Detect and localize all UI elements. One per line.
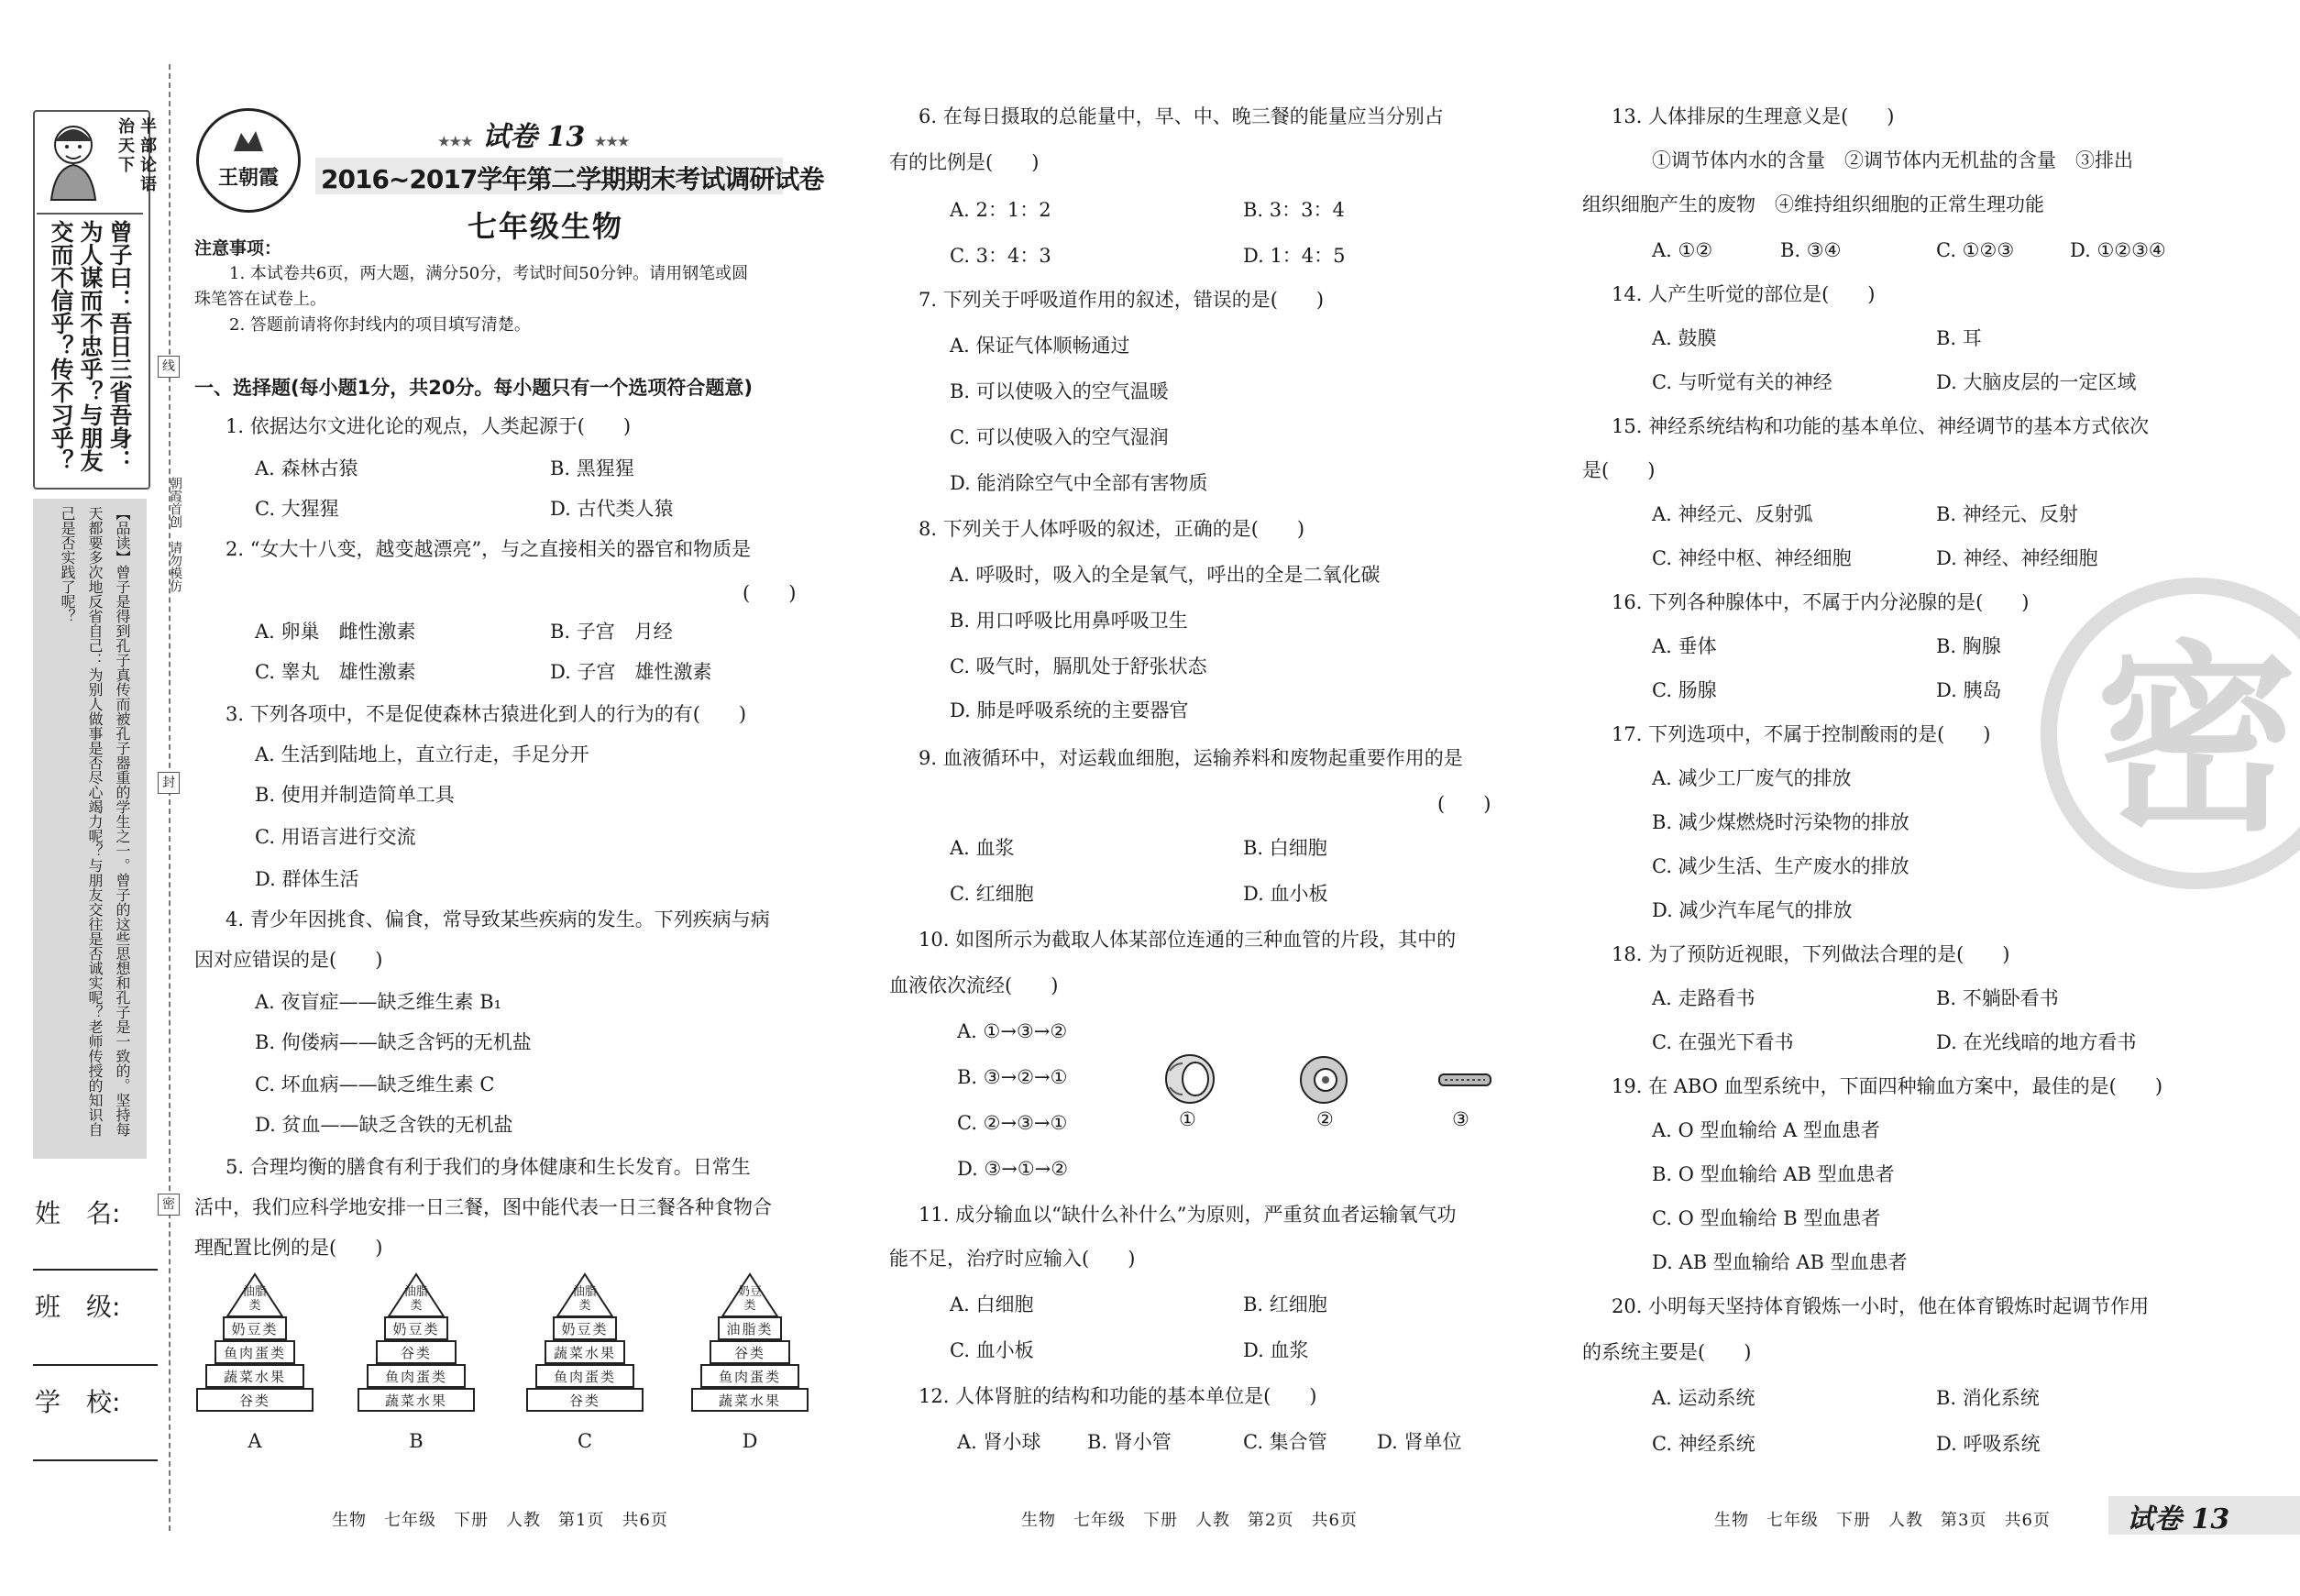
brand-icon <box>230 126 267 155</box>
q2-opt-a[interactable]: A. 卵巢 雌性激素 <box>255 621 416 643</box>
q18-opt-a[interactable]: A. 走路看书 <box>1652 987 1755 1009</box>
q2-opt-b[interactable]: B. 子宫 月经 <box>550 621 673 643</box>
q12-stem: 12. 人体肾脏的结构和功能的基本单位是( ) <box>919 1385 1317 1407</box>
q4-opt-d[interactable]: D. 贫血——缺乏含铁的无机盐 <box>255 1114 513 1136</box>
exam-title: 2016~2017学年第二学期期末考试调研试卷 <box>321 164 824 194</box>
pyramid-layer: 蔬菜水果 <box>545 1340 625 1364</box>
q16-opt-a[interactable]: A. 垂体 <box>1652 635 1717 657</box>
q9-paren: ( ) <box>1437 793 1491 815</box>
q13-opt-b[interactable]: B. ③④ <box>1780 239 1842 261</box>
q8-opt-d[interactable]: D. 肺是呼吸系统的主要器官 <box>950 699 1189 721</box>
footer-page-3: 生物 七年级 下册 人教 第3页 共6页 <box>1714 1511 2051 1530</box>
vessel-1-figure <box>1162 1052 1217 1109</box>
pyramid-D[interactable] <box>689 1272 810 1456</box>
vessel-3-label: ③ <box>1452 1108 1469 1130</box>
q3-opt-d[interactable]: D. 群体生活 <box>255 868 359 890</box>
q3-opt-c[interactable]: C. 用语言进行交流 <box>255 826 416 848</box>
q3-stem: 3. 下列各项中，不是促使森林古猿进化到人的行为的有( ) <box>226 703 747 725</box>
q15-opt-c[interactable]: C. 神经中枢、神经细胞 <box>1652 547 1852 569</box>
q19-opt-d[interactable]: D. AB 型血输给 AB 型血患者 <box>1652 1251 1908 1273</box>
q4-opt-a[interactable]: A. 夜盲症——缺乏维生素 B₁ <box>255 991 502 1013</box>
q9-opt-a[interactable]: A. 血浆 <box>950 837 1015 859</box>
q14-opt-d[interactable]: D. 大脑皮层的一定区域 <box>1936 371 2137 393</box>
section-heading: 一、选择题(每小题1分，共20分。每小题只有一个选项符合题意) <box>194 377 754 399</box>
pyramid-layer: 鱼肉蛋类 <box>535 1364 634 1388</box>
q18-stem: 18. 为了预防近视眼，下列做法合理的是( ) <box>1612 943 2010 965</box>
q12-opt-c[interactable]: C. 集合管 <box>1243 1431 1327 1453</box>
footer-page-2: 生物 七年级 下册 人教 第2页 共6页 <box>1021 1511 1358 1530</box>
q19-opt-c[interactable]: C. O 型血输给 B 型血患者 <box>1652 1207 1881 1229</box>
q1-opt-c[interactable]: C. 大猩猩 <box>255 498 339 520</box>
q10-opt-b[interactable]: B. ③→②→① <box>957 1066 1068 1088</box>
vessel-2-figure <box>1298 1054 1349 1109</box>
pyramid-A[interactable] <box>194 1272 315 1456</box>
brand-name: 王朝霞 <box>217 166 279 190</box>
school-field-label: 学 校: <box>35 1387 121 1417</box>
q19-opt-a[interactable]: A. O 型血输给 A 型血患者 <box>1652 1119 1880 1141</box>
vessel-2-label: ② <box>1316 1108 1334 1130</box>
pyramid-label: B <box>409 1430 424 1452</box>
sidebar-divider <box>37 213 143 215</box>
q7-opt-b[interactable]: B. 可以使吸入的空气温暖 <box>950 380 1169 402</box>
pyramid-layer-top: 油脂类 <box>572 1285 597 1313</box>
q13-opt-d[interactable]: D. ①②③④ <box>2070 239 2166 261</box>
q11-opt-b[interactable]: B. 红细胞 <box>1243 1293 1327 1315</box>
q15-stem: 15. 神经系统结构和功能的基本单位、神经调节的基本方式依次 <box>1612 415 2150 437</box>
q11-stem: 11. 成分输血以“缺什么补什么”为原则，严重贫血者运输氧气功 <box>919 1204 1457 1226</box>
q17-opt-a[interactable]: A. 减少工厂废气的排放 <box>1652 767 1852 789</box>
pyramid-layer: 奶豆类 <box>384 1316 448 1340</box>
corner-label: 试卷 13 <box>2127 1503 2230 1535</box>
q16-opt-d[interactable]: D. 胰岛 <box>1936 679 2002 701</box>
q2-opt-c[interactable]: C. 睾丸 雄性激素 <box>255 661 416 683</box>
q17-stem: 17. 下列选项中，不属于控制酸雨的是( ) <box>1612 723 1991 745</box>
q9-stem: 9. 血液循环中，对运载血细胞，运输养料和废物起重要作用的是 <box>919 747 1463 769</box>
pyramid-layer: 谷类 <box>710 1340 790 1364</box>
q13-opt-a[interactable]: A. ①② <box>1652 239 1713 261</box>
q11-stem-2: 能不足，治疗时应输入( ) <box>889 1248 1136 1270</box>
name-line <box>33 1269 158 1271</box>
vessel-1-label: ① <box>1179 1108 1196 1130</box>
q14-opt-c[interactable]: C. 与听觉有关的神经 <box>1652 371 1832 393</box>
q4-stem: 4. 青少年因挑食、偏食，常导致某些疾病的发生。下列疾病与病 <box>226 908 770 930</box>
pyramid-layer: 鱼肉蛋类 <box>215 1340 295 1364</box>
pyramid-layer: 谷类 <box>376 1340 457 1364</box>
class-line <box>33 1364 158 1366</box>
q18-opt-d[interactable]: D. 在光线暗的地方看书 <box>1936 1031 2137 1053</box>
school-field[interactable] <box>35 1382 160 1458</box>
q7-opt-a[interactable]: A. 保证气体顺畅通过 <box>950 335 1130 357</box>
q16-opt-b[interactable]: B. 胸腺 <box>1936 635 2001 657</box>
pyramid-label: D <box>742 1430 758 1452</box>
q1-opt-b[interactable]: B. 黑猩猩 <box>550 457 634 479</box>
q13-opt-c[interactable]: C. ①②③ <box>1936 239 2015 261</box>
q13-stem: 13. 人体排尿的生理意义是( ) <box>1612 105 1895 127</box>
q18-opt-b[interactable]: B. 不躺卧看书 <box>1936 987 2059 1009</box>
food-pyramids <box>191 1272 796 1456</box>
pyramid-layer: 蔬菜水果 <box>691 1388 809 1412</box>
class-field-label: 班 级: <box>35 1292 121 1322</box>
q8-opt-b[interactable]: B. 用口呼吸比用鼻呼吸卫生 <box>950 610 1188 632</box>
binding-mark-3: 密 <box>158 1194 180 1216</box>
notice-item-1: 1. 本试卷共6页，两大题，满分50分，考试时间50分钟。请用钢笔或圆 <box>229 264 749 283</box>
q16-stem: 16. 下列各种腺体中，不属于内分泌腺的是( ) <box>1612 591 2030 613</box>
pyramid-label: C <box>577 1430 593 1452</box>
series-label <box>438 114 629 154</box>
pyramid-B[interactable] <box>356 1272 477 1456</box>
binding-mark-2: 封 <box>158 772 180 794</box>
q9-opt-c[interactable]: C. 红细胞 <box>950 883 1034 905</box>
series-stars-left: ★★★ <box>438 135 473 149</box>
q11-opt-d[interactable]: D. 血浆 <box>1243 1339 1309 1361</box>
q8-stem: 8. 下列关于人体呼吸的叙述，正确的是( ) <box>919 518 1305 540</box>
q1-opt-d[interactable]: D. 古代类人猿 <box>550 498 674 520</box>
q2-stem: 2. “女大十八变，越变越漂亮”，与之直接相关的器官和物质是 <box>226 538 752 560</box>
pyramid-layer: 奶豆类 <box>223 1316 287 1340</box>
q20-opt-a[interactable]: A. 运动系统 <box>1652 1387 1755 1409</box>
name-field-label: 姓 名: <box>35 1198 121 1228</box>
q13-statements-2: 组织细胞产生的废物 ④维持组织细胞的正常生理功能 <box>1582 193 2044 215</box>
watermark-seal <box>2041 578 2300 889</box>
pyramid-layer: 鱼肉蛋类 <box>700 1364 799 1388</box>
q8-opt-a[interactable]: A. 呼吸时，吸入的全是氧气，呼出的全是二氧化碳 <box>950 564 1381 586</box>
q10-opt-c[interactable]: C. ②→③→① <box>957 1112 1068 1134</box>
vessel-3-figure <box>1437 1071 1492 1093</box>
q1-opt-a[interactable]: A. 森林古猿 <box>255 457 358 479</box>
q10-opt-d[interactable]: D. ③→①→② <box>957 1158 1069 1180</box>
pyramid-layer: 谷类 <box>526 1388 644 1412</box>
q13-statements: ①调节体内水的含量 ②调节体内无机盐的含量 ③排出 <box>1652 149 2133 171</box>
q12-opt-a[interactable]: A. 肾小球 <box>957 1431 1041 1453</box>
q10-stem: 10. 如图所示为截取人体某部位连通的三种血管的片段，其中的 <box>919 929 1457 951</box>
q7-stem: 7. 下列关于呼吸道作用的叙述，错误的是( ) <box>919 289 1325 311</box>
pyramid-layer: 奶豆类 <box>553 1316 617 1340</box>
footer-page-1: 生物 七年级 下册 人教 第1页 共6页 <box>332 1511 668 1530</box>
q1-stem: 1. 依据达尔文进化论的观点，人类起源于( ) <box>226 415 632 437</box>
series-text: 试卷 13 <box>482 121 586 153</box>
q14-stem: 14. 人产生听觉的部位是( ) <box>1612 283 1876 305</box>
q9-opt-b[interactable]: B. 白细胞 <box>1243 837 1327 859</box>
watermark-char: 密 <box>2095 623 2297 858</box>
q14-opt-a[interactable]: A. 鼓膜 <box>1652 327 1717 349</box>
q2-opt-d[interactable]: D. 子宫 雄性激素 <box>550 661 712 683</box>
pyramid-label: A <box>248 1430 262 1452</box>
q20-opt-d[interactable]: D. 呼吸系统 <box>1936 1433 2041 1455</box>
q3-opt-b[interactable]: B. 使用并制造简单工具 <box>255 784 455 806</box>
q4-opt-c[interactable]: C. 坏血病——缺乏维生素 C <box>255 1073 495 1095</box>
sidebar-quote: 曾子曰：吾日三省吾身：为人谋而不忠乎？与朋友交而不信乎？传不习乎？ <box>48 220 133 472</box>
q17-opt-d[interactable]: D. 减少汽车尾气的排放 <box>1652 899 1853 921</box>
pyramid-C[interactable] <box>524 1272 645 1456</box>
series-stars-right: ★★★ <box>594 135 630 149</box>
q7-opt-c[interactable]: C. 可以使吸入的空气湿润 <box>950 426 1169 448</box>
q6-opt-d[interactable]: D. 1：4：5 <box>1243 245 1346 267</box>
q17-opt-b[interactable]: B. 减少煤燃烧时污染物的排放 <box>1652 811 1909 833</box>
q19-opt-b[interactable]: B. O 型血输给 AB 型血患者 <box>1652 1163 1895 1185</box>
pyramid-layer-top: 油脂类 <box>242 1285 267 1313</box>
q15-stem-2: 是( ) <box>1582 459 1656 481</box>
q17-opt-c[interactable]: C. 减少生活、生产废水的排放 <box>1652 855 1909 877</box>
pyramid-layer-top: 奶豆类 <box>737 1285 762 1313</box>
q20-stem: 20. 小明每天坚持体育锻炼一小时，他在体育锻炼时起调节作用 <box>1612 1295 2150 1317</box>
q12-opt-b[interactable]: B. 肾小管 <box>1087 1431 1172 1453</box>
pyramid-layer: 谷类 <box>196 1388 314 1412</box>
sidebar-motto: 半部论语治天下 <box>116 117 157 194</box>
name-field[interactable] <box>35 1194 160 1269</box>
notice-title: 注意事项： <box>194 238 282 259</box>
q10-stem-2: 血液依次流经( ) <box>889 974 1059 996</box>
q11-opt-c[interactable]: C. 血小板 <box>950 1339 1034 1361</box>
q18-opt-c[interactable]: C. 在强光下看书 <box>1652 1031 1794 1053</box>
q9-opt-d[interactable]: D. 血小板 <box>1243 883 1328 905</box>
q6-stem: 6. 在每日摄取的总能量中，早、中、晚三餐的能量应当分别占 <box>919 105 1444 127</box>
q12-opt-d[interactable]: D. 肾单位 <box>1377 1431 1462 1453</box>
q5-stem-2: 活中，我们应科学地安排一日三餐，图中能代表一日三餐各种食物合 <box>194 1196 772 1218</box>
q7-opt-d[interactable]: D. 能消除空气中全部有害物质 <box>950 472 1208 494</box>
q5-stem: 5. 合理均衡的膳食有利于我们的身体健康和生长发育。日常生 <box>226 1156 751 1178</box>
pyramid-layer-top: 油脂类 <box>403 1285 428 1313</box>
q16-opt-c[interactable]: C. 肠腺 <box>1652 679 1717 701</box>
q2-paren: ( ) <box>743 582 797 604</box>
school-line <box>33 1459 158 1461</box>
q15-opt-b[interactable]: B. 神经元、反射 <box>1936 503 2078 525</box>
pyramid-layer: 油脂类 <box>718 1316 782 1340</box>
sidebar-cartoon <box>39 117 110 202</box>
binding-mark-1: 线 <box>158 356 180 378</box>
binding-line <box>169 64 171 1531</box>
q6-stem-2: 有的比例是( ) <box>889 151 1040 173</box>
notice-item-2: 2. 答题前请将你封线内的项目填写清楚。 <box>229 315 531 335</box>
q6-opt-b[interactable]: B. 3：3：4 <box>1243 199 1345 221</box>
pyramid-layer: 蔬菜水果 <box>205 1364 304 1388</box>
pyramid-layer: 蔬菜水果 <box>358 1388 475 1412</box>
q11-opt-a[interactable]: A. 白细胞 <box>950 1293 1034 1315</box>
q8-opt-c[interactable]: C. 吸气时，膈肌处于舒张状态 <box>950 655 1207 677</box>
q6-opt-c[interactable]: C. 3：4：3 <box>950 245 1051 267</box>
q3-opt-a[interactable]: A. 生活到陆地上，直立行走，手足分开 <box>255 743 589 765</box>
brand-logo <box>196 108 301 213</box>
pyramid-layer: 鱼肉蛋类 <box>367 1364 466 1388</box>
q20-opt-c[interactable]: C. 神经系统 <box>1652 1433 1755 1455</box>
q4-stem-2: 因对应错误的是( ) <box>194 949 383 971</box>
q15-opt-d[interactable]: D. 神经、神经细胞 <box>1936 547 2098 569</box>
notice-item-1b: 珠笔答在试卷上。 <box>194 290 326 309</box>
q20-opt-b[interactable]: B. 消化系统 <box>1936 1387 2040 1409</box>
q6-opt-a[interactable]: A. 2：1：2 <box>950 199 1051 221</box>
class-field[interactable] <box>35 1287 160 1362</box>
q10-opt-a[interactable]: A. ①→③→② <box>957 1020 1068 1042</box>
binding-note: 朝霞首创 请勿模仿 <box>168 477 182 592</box>
q14-opt-b[interactable]: B. 耳 <box>1936 327 1982 349</box>
exam-subtitle: 七年级生物 <box>468 209 624 244</box>
q15-opt-a[interactable]: A. 神经元、反射弧 <box>1652 503 1813 525</box>
q19-stem: 19. 在 ABO 血型系统中，下面四种输血方案中，最佳的是( ) <box>1612 1075 2163 1097</box>
sidebar-reading: 【品读】曾子是得到孔子真传而被孔子器重的学生之一。曾子的这些思想和孔子是一致的。坚持每天都要多次地反省自己：为别人做事是否尽心竭力呢？与朋友交往是否诚实呢？老师传授的知识自己是否实践了呢？ <box>59 506 131 1137</box>
q20-stem-2: 的系统主要是( ) <box>1582 1341 1752 1363</box>
q4-opt-b[interactable]: B. 佝偻病——缺乏含钙的无机盐 <box>255 1031 532 1053</box>
q5-stem-3: 理配置比例的是( ) <box>194 1237 383 1259</box>
